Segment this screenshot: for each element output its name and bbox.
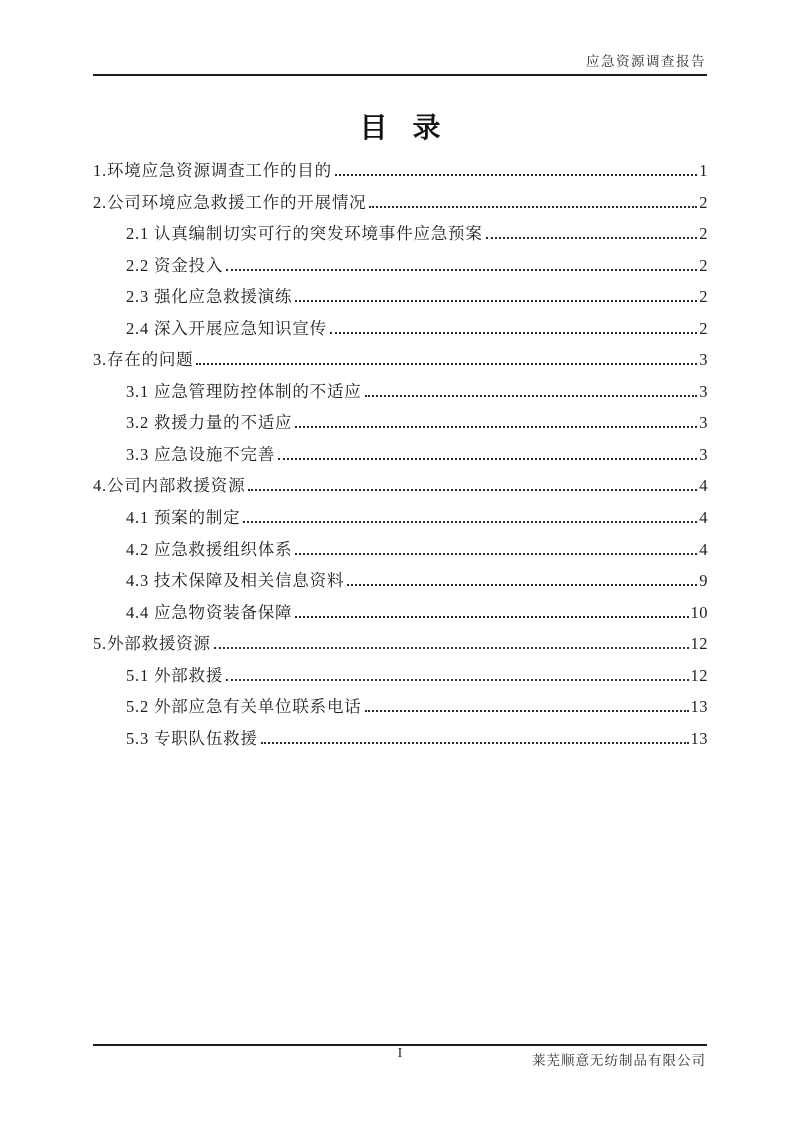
toc-entry bbox=[93, 283, 708, 315]
toc-entry-label: 2.3 强化应急救援演练 bbox=[126, 287, 293, 307]
toc-entry-page: 2 bbox=[699, 318, 708, 338]
toc-entry-label: 5.外部救援资源 bbox=[93, 634, 211, 654]
toc-entry-label: 3.存在的问题 bbox=[93, 350, 194, 370]
toc-entry bbox=[93, 472, 708, 504]
toc-entry-label: 4.2 应急救援组织体系 bbox=[126, 539, 293, 559]
toc-entry bbox=[93, 567, 708, 599]
toc-entry bbox=[93, 378, 708, 410]
toc-entry-page: 4 bbox=[699, 508, 708, 528]
toc-leader-dots bbox=[335, 174, 697, 176]
toc-entry bbox=[93, 725, 708, 757]
toc-entry-page: 2 bbox=[699, 192, 708, 212]
toc-leader-dots bbox=[226, 269, 697, 271]
toc-leader-dots bbox=[295, 300, 697, 302]
toc-entry-label: 3.1 应急管理防控体制的不适应 bbox=[126, 381, 362, 401]
toc-leader-dots bbox=[261, 742, 689, 744]
toc-leader-dots bbox=[214, 647, 689, 649]
toc-entry bbox=[93, 315, 708, 347]
footer-row bbox=[93, 1046, 707, 1070]
toc-entry-page: 3 bbox=[699, 381, 708, 401]
toc-entry bbox=[93, 189, 708, 221]
toc-entry-label: 3.3 应急设施不完善 bbox=[126, 444, 276, 464]
toc-entry-page: 9 bbox=[699, 571, 708, 591]
page-header bbox=[93, 50, 707, 76]
toc-entry bbox=[93, 693, 708, 725]
toc-leader-dots bbox=[347, 584, 697, 586]
toc-leader-dots bbox=[295, 553, 697, 555]
toc-leader-dots bbox=[278, 458, 697, 460]
toc-leader-dots bbox=[295, 616, 688, 618]
toc-entry-page: 2 bbox=[699, 287, 708, 307]
toc-entry-page: 3 bbox=[699, 444, 708, 464]
toc-entry bbox=[93, 599, 708, 631]
toc-entry-page: 3 bbox=[699, 413, 708, 433]
toc-entry bbox=[93, 409, 708, 441]
toc-entry bbox=[93, 662, 708, 694]
toc-entry-label: 2.公司环境应急救援工作的开展情况 bbox=[93, 192, 367, 212]
toc-entry-page: 4 bbox=[699, 476, 708, 496]
toc-entry-label: 1.环境应急资源调查工作的目的 bbox=[93, 161, 332, 180]
toc-entry-page: 2 bbox=[699, 224, 708, 244]
toc-entry bbox=[93, 630, 708, 662]
toc-leader-dots bbox=[365, 395, 698, 397]
toc-entry-page: 2 bbox=[699, 255, 708, 275]
toc-list bbox=[93, 157, 708, 756]
toc-entry-label: 2.2 资金投入 bbox=[126, 255, 224, 275]
toc-entry-label: 4.4 应急物资装备保障 bbox=[126, 602, 293, 622]
page-footer bbox=[93, 1044, 707, 1070]
toc-entry-page: 10 bbox=[690, 602, 708, 622]
toc-leader-dots bbox=[196, 363, 697, 365]
toc-entry bbox=[93, 157, 708, 189]
toc-entry-label: 4.3 技术保障及相关信息资料 bbox=[126, 571, 345, 591]
toc-entry bbox=[93, 504, 708, 536]
toc-leader-dots bbox=[369, 206, 697, 208]
toc-entry-page: 13 bbox=[690, 697, 708, 717]
toc-entry bbox=[93, 441, 708, 473]
toc-entry-label: 4.公司内部救援资源 bbox=[93, 476, 246, 496]
toc-entry-label: 5.3 专职队伍救援 bbox=[126, 728, 258, 748]
toc-entry-page: 13 bbox=[690, 728, 708, 748]
toc-leader-dots bbox=[486, 237, 698, 239]
toc-leader-dots bbox=[330, 332, 697, 334]
toc-leader-dots bbox=[365, 710, 689, 712]
toc-entry-page: 12 bbox=[690, 634, 708, 654]
toc-entry-page: 3 bbox=[699, 350, 708, 370]
toc-entry-label: 5.1 外部救援 bbox=[126, 665, 224, 685]
footer-company-name: 莱芜顺意无纺制品有限公司 bbox=[532, 1053, 706, 1068]
toc-entry bbox=[93, 220, 708, 252]
toc-entry-page: 4 bbox=[699, 539, 708, 559]
toc-entry-page: 1 bbox=[699, 161, 708, 180]
toc-leader-dots bbox=[243, 521, 697, 523]
toc-leader-dots bbox=[226, 679, 688, 681]
running-header-title: 应急资源调查报告 bbox=[586, 54, 706, 69]
toc-entry-label: 5.2 外部应急有关单位联系电话 bbox=[126, 697, 362, 717]
toc-entry bbox=[93, 536, 708, 568]
toc-leader-dots bbox=[295, 426, 697, 428]
toc-entry bbox=[93, 252, 708, 284]
toc-entry-label: 4.1 预案的制定 bbox=[126, 508, 241, 528]
toc-title: 目 录 bbox=[359, 113, 450, 144]
footer-page-number: I bbox=[397, 1046, 403, 1061]
header-rule bbox=[93, 74, 707, 76]
toc-entry bbox=[93, 346, 708, 378]
toc-entry-label: 2.4 深入开展应急知识宣传 bbox=[126, 318, 327, 338]
toc-entry-label: 3.2 救援力量的不适应 bbox=[126, 413, 293, 433]
toc-entry-page: 12 bbox=[690, 665, 708, 685]
toc-entry-label: 2.1 认真编制切实可行的突发环境事件应急预案 bbox=[126, 224, 483, 244]
toc-leader-dots bbox=[248, 489, 697, 491]
